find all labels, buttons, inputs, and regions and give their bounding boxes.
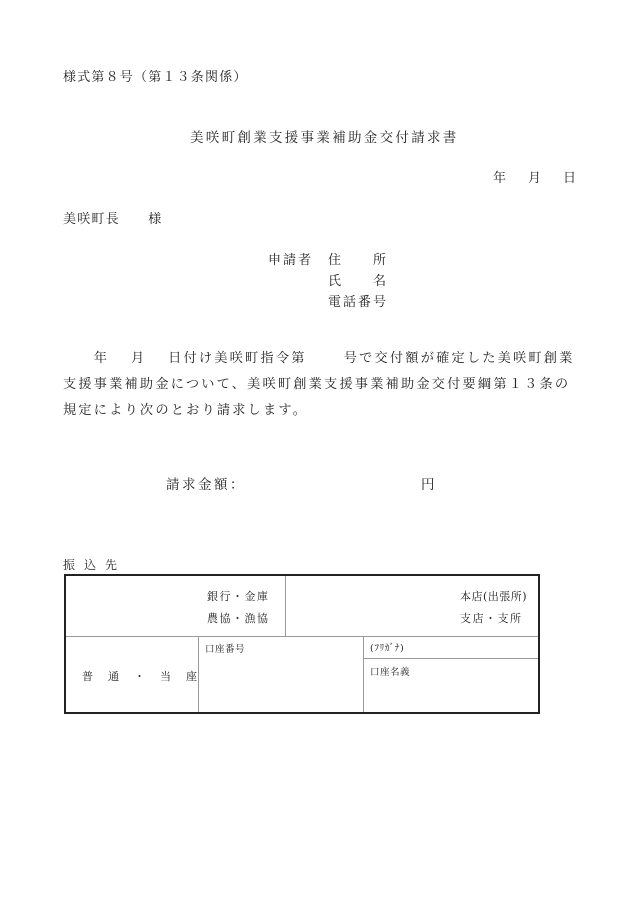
account-number-divider: [363, 636, 364, 712]
addressee: 美咲町長 様: [63, 212, 163, 227]
account-holder-label: 口座名義: [370, 667, 411, 678]
applicant-label: 申請者: [268, 253, 314, 268]
transfer-table: [64, 574, 540, 714]
bank-type-line2: 農協・漁協: [207, 612, 270, 625]
date-day-label: 日: [563, 171, 577, 186]
furigana-label: (ﾌﾘｶﾞﾅ): [370, 643, 405, 654]
bank-branch-divider: [285, 576, 286, 636]
branch-type-line2: 支店・支所: [460, 612, 523, 625]
account-number-field[interactable]: [205, 658, 357, 706]
amount-unit: 円: [421, 477, 435, 493]
bank-type-line1: 銀行・金庫: [207, 590, 270, 603]
request-paragraph: 年 月 日付け美咲町指令第 号で交付額が確定した美咲町創業支援事業補助金について、美咲町創業支援事業補助金交付要綱第１３条の規定により次のとおり請求します。: [63, 351, 575, 418]
applicant-name-label: 氏 名: [328, 274, 389, 289]
transfer-destination-label: 振込先: [63, 558, 127, 572]
document-title: 美咲町創業支援事業補助金交付請求書: [190, 130, 459, 146]
applicant-address-label: 住 所: [328, 253, 389, 268]
account-type-options[interactable]: 普 通 ・ 当 座: [82, 670, 199, 683]
form-number: 様式第８号（第１３条関係）: [63, 70, 248, 85]
account-holder-field[interactable]: [370, 680, 534, 708]
date-field: [493, 167, 576, 186]
account-number-label: 口座番号: [205, 644, 246, 655]
bank-name-field[interactable]: [70, 580, 198, 632]
applicant-phone-label: 電話番号: [328, 295, 389, 310]
amount-value-field[interactable]: [250, 471, 410, 489]
row-divider: [66, 636, 538, 637]
furigana-divider: [363, 658, 538, 659]
branch-type-line1: 本店(出張所): [460, 590, 528, 603]
date-year-label: 年: [493, 171, 507, 186]
branch-name-field[interactable]: [290, 580, 454, 632]
date-month-label: 月: [528, 171, 542, 186]
amount-label: 請求金額：: [166, 477, 246, 493]
furigana-field[interactable]: [416, 639, 534, 655]
